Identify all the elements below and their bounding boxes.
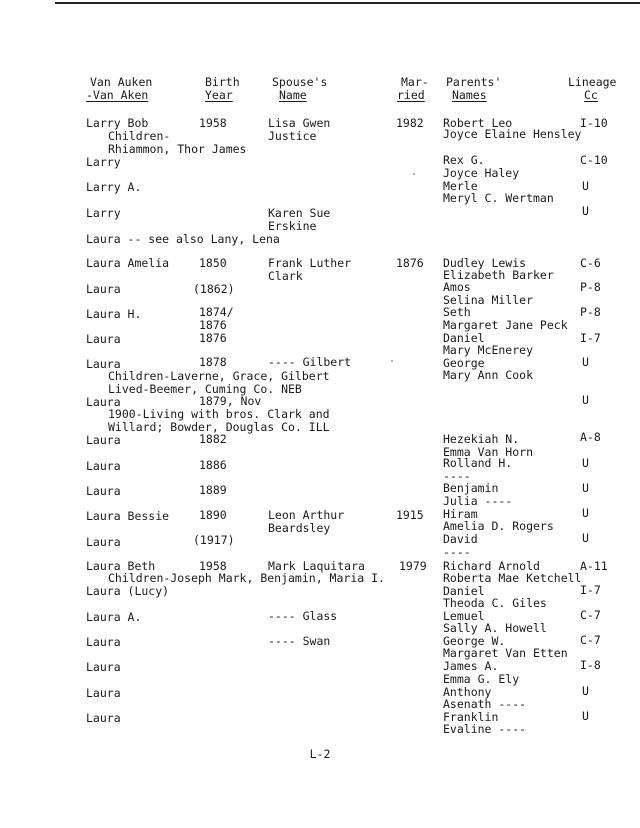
entry-text: Laura Beth xyxy=(86,559,156,573)
entry-text: Laura xyxy=(86,332,121,346)
entry-text: 1876 xyxy=(199,318,227,332)
entry-text: Laura xyxy=(86,686,121,700)
entry-text: Amelia D. Rogers xyxy=(443,519,554,533)
entry-text: Emma Van Horn xyxy=(443,445,534,459)
entry-text: Lemuel xyxy=(443,609,485,623)
entry-text: 1900-Living with bros. Clark and xyxy=(108,407,330,421)
header-ried: ried xyxy=(397,88,425,102)
header-spouse-name: Name xyxy=(279,88,307,102)
entry-text: Sally A. Howell xyxy=(443,621,547,635)
entry-text: Laura H. xyxy=(86,307,142,321)
entry-text: Larry xyxy=(86,206,121,220)
entry-text: Justice xyxy=(268,129,317,143)
entry-text: A-11 xyxy=(580,559,608,573)
entry-text: Joyce Elaine Hensley xyxy=(443,127,582,141)
entry-text: Rex G. xyxy=(443,153,485,167)
entry-text: Laura xyxy=(86,395,121,409)
entry-text: Richard Arnold xyxy=(443,559,540,573)
header-lineage-code: Cc xyxy=(584,88,598,102)
entry-text: 1958 xyxy=(199,559,227,573)
entry-text: I-7 xyxy=(580,331,601,345)
entry-text: 1958 xyxy=(199,116,227,130)
entry-text: C-6 xyxy=(580,256,601,270)
entry-text: Emma G. Ely xyxy=(443,672,520,686)
entry-text: I-10 xyxy=(580,116,608,130)
entry-text: Laura -- see also Lany, Lena xyxy=(86,232,280,246)
entry-text: Beardsley xyxy=(268,521,331,535)
entry-text: U xyxy=(582,531,589,545)
entry-text: U xyxy=(582,481,589,495)
entry-text: Laura xyxy=(86,484,121,498)
entry-text: U xyxy=(582,456,589,470)
entry-text: Evaline ---- xyxy=(443,722,527,736)
entry-text: U xyxy=(582,393,589,407)
entry-text: Margaret Van Etten xyxy=(443,646,568,660)
entry-text: 1874/ xyxy=(199,305,234,319)
entry-text: 1979 xyxy=(399,559,427,573)
entry-text: David xyxy=(443,532,478,546)
entry-text: Larry xyxy=(86,155,121,169)
entry-text: 1882 xyxy=(199,432,227,446)
header-spouses: Spouse's xyxy=(272,75,328,89)
entry-text: Benjamin xyxy=(443,481,499,495)
entry-text: Mary Ann Cook xyxy=(443,368,534,382)
entry-text: James A. xyxy=(443,659,499,673)
entry-text: (1917) xyxy=(193,533,235,547)
entry-text: U xyxy=(582,709,589,723)
entry-text: 1878 xyxy=(199,355,227,369)
entry-text: C-7 xyxy=(580,633,601,647)
entry-text: Laura xyxy=(86,282,121,296)
entry-text: Mary McEnerey xyxy=(443,343,534,357)
entry-text: Selina Miller xyxy=(443,293,534,307)
entry-text: I-7 xyxy=(580,583,601,597)
entry-text: 1889 xyxy=(199,483,227,497)
entry-text: Rolland H. xyxy=(443,456,513,470)
entry-text: Laura xyxy=(86,711,121,725)
header-birth: Birth xyxy=(205,75,240,89)
entry-text: Laura Bessie xyxy=(86,509,170,523)
entry-text: Hiram xyxy=(443,507,478,521)
entry-text: Robert Leo xyxy=(443,116,513,130)
entry-text: Amos xyxy=(443,280,471,294)
entry-text: Mark Laquitara xyxy=(268,559,365,573)
entry-text: Laura (Lucy) xyxy=(86,584,170,598)
entry-text: Children- xyxy=(108,129,171,143)
scan-speck xyxy=(391,360,393,362)
entry-text: Children-Laverne, Grace, Gilbert xyxy=(108,369,330,383)
entry-text: Laura A. xyxy=(86,610,142,624)
entry-text: Elizabeth Barker xyxy=(443,268,554,282)
entry-text: Merle xyxy=(443,179,478,193)
entry-text: 1876 xyxy=(396,256,424,270)
scan-speck xyxy=(413,173,415,175)
entry-text: Theoda C. Giles xyxy=(443,596,547,610)
header-year: Year xyxy=(205,88,233,102)
entry-text: Larry Bob xyxy=(86,116,149,130)
entry-text: U xyxy=(582,684,589,698)
entry-text: Roberta Mae Ketchell xyxy=(443,571,582,585)
header-mar: Mar- xyxy=(401,75,429,89)
entry-text: Laura Amelia xyxy=(86,256,170,270)
entry-text: U xyxy=(582,506,589,520)
entry-text: Daniel xyxy=(443,584,485,598)
entry-text: Daniel xyxy=(443,331,485,345)
entry-text: Frank Luther xyxy=(268,256,352,270)
entry-text: Clark xyxy=(268,269,303,283)
entry-text: Meryl C. Wertman xyxy=(443,191,554,205)
entry-text: P-8 xyxy=(580,280,601,294)
entry-text: C-10 xyxy=(580,153,608,167)
entry-text: Laura xyxy=(86,535,121,549)
entry-text: Rhiammon, Thor James xyxy=(108,142,247,156)
top-rule xyxy=(55,2,640,4)
entry-text: Dudley Lewis xyxy=(443,256,527,270)
entry-text: C-7 xyxy=(580,608,601,622)
entry-text: George xyxy=(443,356,485,370)
entry-text: Hezekiah N. xyxy=(443,432,520,446)
header-parents: Parents' xyxy=(446,75,502,89)
page-number: L-2 xyxy=(309,747,331,761)
entry-text: Children-Joseph Mark, Benjamin, Maria I. xyxy=(108,571,385,585)
entry-text: ---- xyxy=(443,469,471,483)
entry-text: Laura xyxy=(86,459,121,473)
header-parent-names: Names xyxy=(452,88,487,102)
entry-text: 1982 xyxy=(396,116,424,130)
entry-text: Larry A. xyxy=(86,180,142,194)
entry-text: 1850 xyxy=(199,256,227,270)
entry-text: ---- Glass xyxy=(268,609,338,623)
entry-text: ---- Gilbert xyxy=(268,355,352,369)
entry-text: Margaret Jane Peck xyxy=(443,318,568,332)
entry-text: Joyce Haley xyxy=(443,166,520,180)
entry-text: 1886 xyxy=(199,458,227,472)
entry-text: ---- xyxy=(443,545,471,559)
entry-text: Asenath ---- xyxy=(443,697,527,711)
entry-text: Laura xyxy=(86,635,121,649)
entry-text: George W. xyxy=(443,634,506,648)
header-van-aken: -Van Aken xyxy=(86,88,149,102)
entry-text: ---- Swan xyxy=(268,634,331,648)
entry-text: Laura xyxy=(86,357,121,371)
entry-text: Leon Arthur xyxy=(268,508,345,522)
entry-text: Karen Sue xyxy=(268,206,331,220)
entry-text: Lived-Beemer, Cuming Co. NEB xyxy=(108,382,302,396)
entry-text: Julia ---- xyxy=(443,494,513,508)
entry-text: U xyxy=(582,355,589,369)
entry-text: Laura xyxy=(86,433,121,447)
header-lineage: Lineage xyxy=(568,75,617,89)
entry-text: 1890 xyxy=(199,508,227,522)
entry-text: P-8 xyxy=(580,305,601,319)
header-van-auken: Van Auken xyxy=(90,75,153,89)
entry-text: 1879, Nov xyxy=(199,394,262,408)
entry-text: 1876 xyxy=(199,331,227,345)
entry-text: Franklin xyxy=(443,710,499,724)
entry-text: U xyxy=(582,179,589,193)
entry-text: Erskine xyxy=(268,219,317,233)
entry-text: Seth xyxy=(443,305,471,319)
entry-text: Willard; Bowder, Douglas Co. ILL xyxy=(108,420,330,434)
entry-text: 1915 xyxy=(396,508,424,522)
entry-text: Anthony xyxy=(443,685,492,699)
entry-text: A-8 xyxy=(580,430,601,444)
entry-text: Lisa Gwen xyxy=(268,116,331,130)
entry-text: I-8 xyxy=(580,658,601,672)
entry-text: U xyxy=(582,204,589,218)
entry-text: (1862) xyxy=(193,282,235,296)
entry-text: Laura xyxy=(86,660,121,674)
